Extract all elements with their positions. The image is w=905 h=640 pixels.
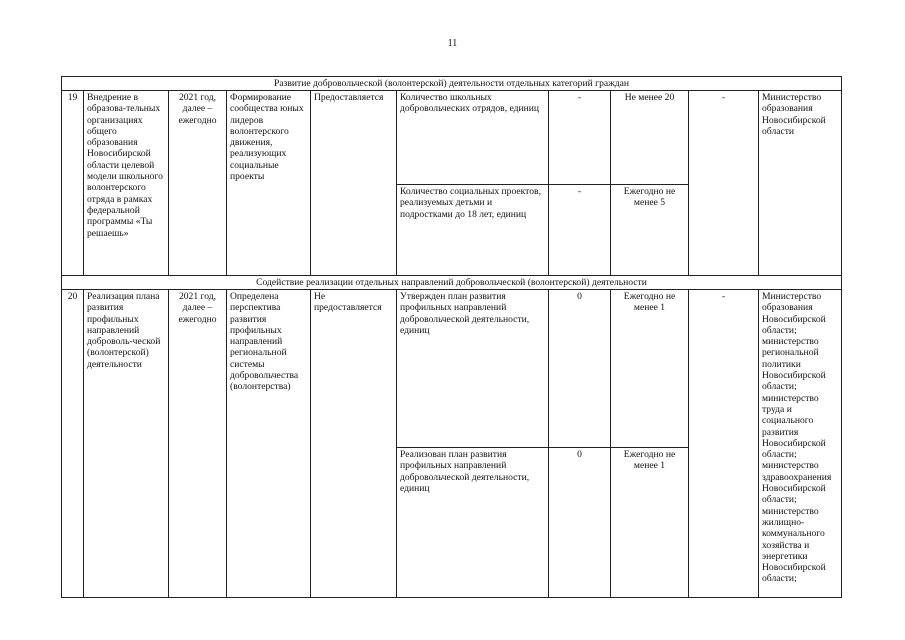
measure-cell: Реализация плана развития профильных направлений доброволь-ческой (волонтерской) деятельности xyxy=(84,290,169,598)
result-cell: Формирование сообщества юных лидеров волонтерского движения, реализующих социальные проекты xyxy=(227,91,311,276)
result-cell: Определена перспектива развития профильных направлений региональной системы добровольчества (волонтерства) xyxy=(227,290,311,598)
indicator-target-cell: Ежегодно не менее 5 xyxy=(611,185,689,276)
funding-cell: Предоставляется xyxy=(311,91,397,276)
indicator-base-cell: 0 xyxy=(549,448,611,598)
section-header-row xyxy=(62,77,842,91)
indicator-base-cell: 0 xyxy=(549,290,611,448)
indicator-name-cell: Количество социальных проектов, реализуемых детьми и подростками до 18 лет, единиц xyxy=(397,185,549,276)
extra-cell: - xyxy=(689,91,759,276)
row-number: 19 xyxy=(62,91,84,276)
indicator-name-cell: Реализован план развития профильных направлений добровольческой деятельности, единиц xyxy=(397,448,549,598)
indicator-base-cell: - xyxy=(549,185,611,276)
row-number: 20 xyxy=(62,290,84,598)
extra-cell: - xyxy=(689,290,759,598)
period-cell: 2021 год, далее – ежегодно xyxy=(169,290,227,598)
section-title: Развитие добровольческой (волонтерской) деятельности отдельных категорий граждан xyxy=(62,77,842,91)
period-cell: 2021 год, далее – ежегодно xyxy=(169,91,227,276)
indicator-target-cell: Ежегодно не менее 1 xyxy=(611,448,689,598)
table-row xyxy=(62,91,842,185)
measure-cell: Внедрение в образова-тельных организациях общего образования Новосибирской области целевой модели школьного волонтерского отряда в рамках федеральной программы «Ты решаешь» xyxy=(84,91,169,276)
funding-cell: Не предоставляется xyxy=(311,290,397,598)
indicator-target-cell: Не менее 20 xyxy=(611,91,689,185)
indicator-target-cell: Ежегодно не менее 1 xyxy=(611,290,689,448)
indicator-name-cell: Количество школьных добровольческих отрядов, единиц xyxy=(397,91,549,185)
executor-cell: Министерство образования Новосибирской области xyxy=(759,91,842,276)
table-row xyxy=(62,290,842,448)
section-title: Содействие реализации отдельных направлений добровольческой (волонтерской) деятельности xyxy=(62,276,842,290)
indicator-base-cell: - xyxy=(549,91,611,185)
section-header-row xyxy=(62,276,842,290)
page-number: 11 xyxy=(447,38,458,49)
executor-cell: Министерство образования Новосибирской области; министерство региональной политики Новосибирской области; министерство труда и социального развития Новосибирской области; министерство здравоохранения Новосибирской области; министерство жилищно-коммунального хозяйства и энергетики Новосибирской области; xyxy=(759,290,842,598)
indicator-name-cell: Утвержден план развития профильных направлений добровольческой деятельности, единиц xyxy=(397,290,549,448)
measures-table xyxy=(61,76,842,598)
